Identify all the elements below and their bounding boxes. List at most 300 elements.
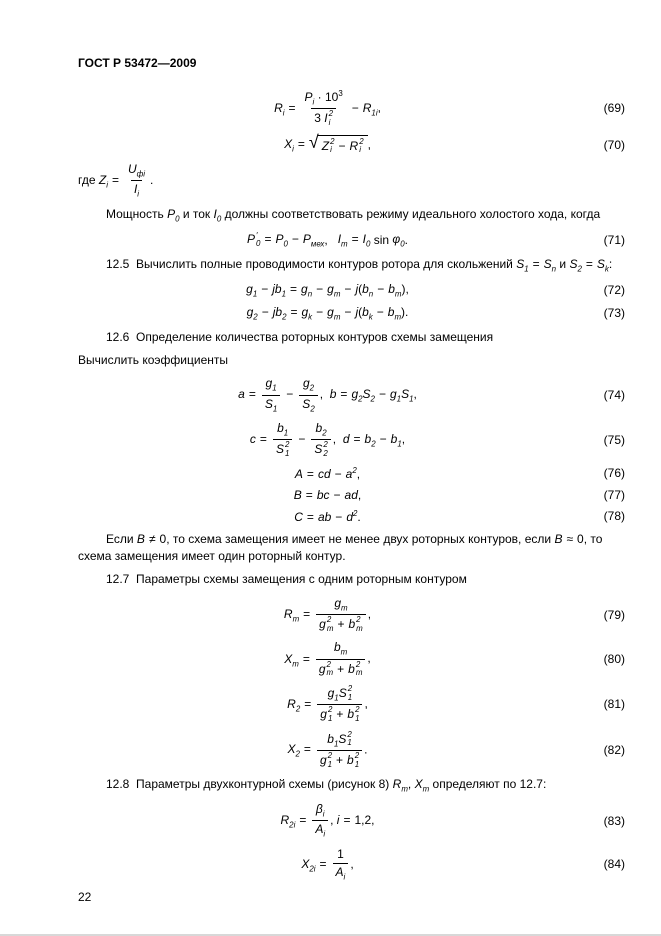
equation-number: (69) bbox=[603, 101, 625, 116]
math-token: + bbox=[337, 661, 345, 676]
equation-row bbox=[78, 847, 625, 882]
math-token: , bbox=[407, 777, 415, 792]
math-token: − bbox=[379, 431, 387, 446]
subscript: 2i bbox=[309, 863, 316, 873]
math-token: = bbox=[303, 742, 311, 757]
math-token: i bbox=[336, 813, 340, 828]
equation-row bbox=[78, 421, 625, 459]
math-token: C bbox=[294, 509, 303, 524]
fraction bbox=[302, 89, 346, 128]
sup-sub-stack: 2 1 bbox=[327, 750, 333, 769]
subscript: i bbox=[323, 829, 326, 839]
math-token: $g_1$ bbox=[389, 387, 402, 404]
math-token: B bbox=[136, 531, 145, 546]
math-token: $X_m$ bbox=[284, 651, 299, 668]
subscript: i bbox=[282, 107, 285, 117]
math-token: = bbox=[306, 509, 314, 524]
subscript: 2 bbox=[253, 312, 258, 322]
math-token: . bbox=[150, 173, 154, 188]
fraction-denominator bbox=[299, 395, 317, 414]
sup-sub-stack: 2 2 bbox=[323, 440, 328, 458]
math-token: $S_k$ bbox=[596, 256, 609, 274]
equation-number: (71) bbox=[603, 233, 625, 248]
math-token: sin bbox=[370, 232, 393, 247]
math-token: $I_0$ bbox=[362, 232, 371, 249]
math-token: = bbox=[353, 431, 361, 446]
math-token: = bbox=[290, 305, 298, 320]
sup-sub-stack: 2 1 bbox=[354, 750, 360, 769]
math-token: = bbox=[304, 696, 312, 711]
math-token: . bbox=[364, 742, 368, 757]
subscript: 2 bbox=[309, 383, 315, 393]
fraction-numerator bbox=[324, 731, 355, 750]
math-token: = bbox=[290, 281, 298, 296]
superscript: 2 bbox=[353, 508, 358, 518]
sup-sub-stack: 2 1 bbox=[347, 729, 352, 748]
math-token: − bbox=[334, 466, 342, 481]
math-token: , bbox=[367, 651, 371, 666]
paragraph bbox=[78, 776, 625, 795]
math-token: $jb_1$ bbox=[272, 281, 287, 299]
equation-number: (83) bbox=[603, 813, 625, 828]
math-token: S 2 1 bbox=[275, 440, 290, 458]
subscript: i bbox=[322, 809, 325, 819]
subscript: m bbox=[341, 239, 348, 249]
math-token: $X_{2i}$ bbox=[301, 856, 316, 873]
math-token: − bbox=[261, 281, 269, 296]
math-token: определяют по 12.7: bbox=[429, 777, 547, 792]
paragraph bbox=[78, 329, 625, 346]
math-token: 12.5 Вычислить полные проводимости контуров ротора для скольжений bbox=[106, 256, 517, 271]
math-token: $Z_i$ bbox=[98, 173, 108, 190]
subscript: 1 bbox=[272, 383, 277, 393]
math-token: $A_i$ bbox=[335, 864, 346, 882]
math-token: $g_1$ bbox=[327, 686, 339, 703]
math-token: $b_m$ bbox=[387, 305, 402, 322]
equation bbox=[78, 596, 577, 634]
math-token: − bbox=[338, 138, 346, 153]
math-token: $X_m$ bbox=[414, 777, 430, 794]
subscript: n bbox=[551, 264, 557, 274]
math-token: $b_1$ bbox=[390, 431, 402, 449]
math-token: 12.7 Параметры схемы замещения с одним роторным контуром bbox=[106, 572, 467, 587]
equation-row bbox=[78, 685, 625, 724]
subscript: m bbox=[292, 658, 299, 668]
math-token: = bbox=[297, 137, 305, 152]
math-token: − bbox=[335, 509, 343, 524]
equation bbox=[78, 802, 577, 840]
math-token: S 2 1 bbox=[338, 684, 353, 702]
radicand bbox=[318, 135, 368, 155]
subscript: m bbox=[401, 784, 408, 794]
equation-row bbox=[78, 376, 625, 414]
math-token: $b_1$ bbox=[277, 420, 289, 438]
math-token: $g_2$ bbox=[246, 305, 258, 322]
math-token: $R_{2i}$ bbox=[280, 813, 296, 830]
fraction-denominator bbox=[312, 820, 328, 839]
subscript: 0 bbox=[175, 214, 180, 224]
subscript: m bbox=[422, 784, 430, 794]
fraction-denominator bbox=[317, 704, 362, 723]
subscript: n bbox=[368, 289, 374, 299]
math-token: ), bbox=[401, 281, 409, 296]
math-token: = bbox=[319, 856, 327, 871]
paragraph bbox=[78, 256, 625, 275]
fraction-denominator bbox=[131, 180, 142, 199]
math-token: − bbox=[316, 305, 324, 320]
math-token: = bbox=[585, 256, 593, 271]
math-token: $R_2$ bbox=[287, 696, 301, 714]
math-token: 0, то схема замещения имеет не менее двух роторных контуров, если bbox=[159, 531, 555, 546]
paragraph bbox=[78, 206, 625, 225]
math-token: ≈ bbox=[566, 531, 574, 546]
fraction-numerator bbox=[325, 685, 356, 704]
math-token: . bbox=[357, 509, 361, 524]
document-header: ГОСТ Р 53472—2009 bbox=[78, 56, 197, 70]
fraction bbox=[316, 640, 366, 678]
math-token: = bbox=[303, 606, 311, 621]
subscript: 1 bbox=[272, 404, 278, 414]
equation bbox=[78, 731, 577, 770]
math-token: cd bbox=[317, 466, 331, 481]
math-token: ab bbox=[317, 509, 332, 524]
math-token: Мощность bbox=[106, 206, 168, 221]
math-token: $S_2$ bbox=[362, 387, 375, 404]
math-token: R 2 i bbox=[349, 136, 364, 155]
math-token: = bbox=[340, 387, 348, 402]
equation-number: (81) bbox=[603, 697, 625, 712]
math-token: b 2 1 bbox=[347, 750, 360, 769]
math-token: − bbox=[376, 305, 384, 320]
math-token: = bbox=[259, 431, 267, 446]
math-token: $g_m$ bbox=[327, 281, 341, 299]
fraction-denominator bbox=[262, 395, 280, 414]
equation bbox=[78, 847, 577, 882]
math-token: $R_i$ bbox=[274, 100, 285, 117]
fraction bbox=[273, 421, 292, 459]
math-token: , bbox=[330, 813, 337, 828]
math-token: g 2 1 bbox=[319, 750, 333, 769]
math-token: S 2 1 bbox=[338, 729, 352, 748]
math-token: Если bbox=[106, 531, 137, 546]
subscript: i bbox=[137, 189, 140, 199]
math-token: = bbox=[248, 387, 256, 402]
fraction-denominator bbox=[273, 439, 292, 458]
math-token: g 2 1 bbox=[320, 705, 333, 724]
math-token: j bbox=[355, 281, 359, 296]
subscript: m bbox=[394, 312, 402, 322]
math-token: $a^2$ bbox=[345, 465, 357, 481]
paragraph bbox=[78, 352, 625, 369]
math-token: + bbox=[337, 616, 345, 631]
math-token: − bbox=[344, 305, 352, 320]
square-root bbox=[308, 131, 368, 155]
subscript: 2 bbox=[295, 704, 301, 714]
math-token: a bbox=[238, 387, 245, 402]
sup-sub-stack: 2 m bbox=[355, 659, 363, 678]
math-token: · $10^3$ bbox=[314, 89, 343, 104]
subscript: m bbox=[394, 289, 402, 299]
math-token: , bbox=[401, 431, 406, 446]
math-token: $b_2$ bbox=[364, 431, 376, 449]
fraction bbox=[262, 376, 280, 414]
math-token: $g_1$ bbox=[246, 281, 258, 299]
subscript: 1 bbox=[409, 394, 414, 404]
math-token: $R_m$ bbox=[392, 777, 408, 794]
page-number: 22 bbox=[78, 890, 92, 904]
paragraph bbox=[78, 531, 625, 566]
fraction-numerator bbox=[263, 376, 280, 394]
math-token: , bbox=[324, 232, 338, 247]
subscript: 2i bbox=[289, 820, 296, 830]
math-token: , bbox=[367, 137, 371, 152]
math-token: , bbox=[377, 100, 381, 115]
equation bbox=[78, 685, 577, 724]
equation bbox=[78, 89, 577, 128]
radical-sign: √ bbox=[308, 131, 319, 152]
math-token: : bbox=[608, 256, 613, 271]
subscript: m bbox=[340, 647, 348, 657]
equation-row bbox=[78, 731, 625, 770]
subscript: m bbox=[341, 603, 348, 613]
math-token: = bbox=[532, 256, 540, 271]
math-token: $b_n$ bbox=[362, 281, 374, 299]
math-token: и bbox=[556, 256, 570, 271]
sup-sub-stack: 2 i bbox=[330, 136, 335, 155]
math-token: $\varphi_0$ bbox=[392, 232, 405, 249]
math-token: $b_1$ bbox=[327, 731, 339, 748]
paragraph bbox=[78, 571, 625, 588]
math-token: d bbox=[342, 431, 350, 446]
equation-number: (72) bbox=[603, 283, 625, 297]
fraction bbox=[312, 802, 328, 840]
math-token: $g_2$ bbox=[302, 376, 315, 393]
math-token: 12.6 Определение количества роторных контуров схемы замещения bbox=[106, 329, 494, 344]
sup-sub-stack: 2 m bbox=[356, 615, 363, 633]
equation-row bbox=[78, 282, 625, 298]
equation-number: (80) bbox=[603, 652, 625, 667]
subscript: 1 bbox=[396, 394, 402, 404]
equation bbox=[78, 282, 577, 298]
equation-row bbox=[78, 640, 625, 678]
sup-sub-stack: 2 1 bbox=[347, 684, 353, 702]
equation bbox=[78, 376, 577, 414]
equation-row bbox=[78, 305, 625, 321]
fraction-numerator bbox=[313, 802, 328, 820]
math-token: $b_m$ bbox=[333, 640, 348, 657]
subscript: 2 bbox=[370, 394, 375, 404]
math-token: − bbox=[316, 281, 324, 296]
equation-row bbox=[78, 596, 625, 634]
fraction-denominator bbox=[333, 863, 349, 882]
math-token: ( bbox=[358, 281, 363, 296]
math-token: j bbox=[355, 305, 359, 320]
math-token: $U_{фi}$ bbox=[127, 162, 146, 179]
subscript: i bbox=[343, 872, 346, 882]
equation bbox=[78, 640, 577, 678]
equation-row bbox=[78, 802, 625, 840]
superscript: 2 bbox=[352, 465, 357, 475]
math-token: c bbox=[249, 431, 256, 446]
subscript: 2 bbox=[371, 439, 376, 449]
math-token: I 2 i bbox=[324, 109, 334, 127]
equation bbox=[78, 305, 577, 321]
fraction bbox=[333, 847, 349, 882]
equation-number: (77) bbox=[603, 487, 625, 502]
math-token: $I_i$ bbox=[133, 182, 140, 199]
math-token: ). bbox=[401, 305, 409, 320]
math-token: B bbox=[554, 531, 563, 546]
equation bbox=[78, 466, 577, 481]
math-token: bc bbox=[316, 487, 330, 502]
subscript: 2 bbox=[322, 428, 327, 438]
math-token: = bbox=[343, 813, 351, 828]
equation-number: (70) bbox=[603, 137, 625, 152]
math-token: b 2 1 bbox=[347, 705, 360, 724]
equation bbox=[78, 509, 577, 524]
math-token: S 2 2 bbox=[314, 440, 328, 458]
equation-row bbox=[78, 466, 625, 481]
subscript: 1i bbox=[371, 107, 378, 117]
math-token: g 2 m bbox=[319, 615, 334, 633]
math-token: $S_2$ bbox=[302, 396, 315, 414]
subscript: 0 bbox=[400, 239, 405, 249]
math-token: − bbox=[261, 305, 269, 320]
sup-sub-stack: 2 m bbox=[326, 659, 334, 678]
subscript: 2 bbox=[282, 312, 287, 322]
fraction-numerator bbox=[274, 421, 291, 439]
math-token: , bbox=[350, 856, 354, 871]
equation-number: (74) bbox=[603, 388, 625, 403]
math-token: = bbox=[305, 487, 313, 502]
fraction bbox=[317, 731, 362, 770]
math-token: b 2 m bbox=[348, 615, 363, 633]
fraction-denominator bbox=[316, 614, 366, 633]
math-token: и ток bbox=[179, 206, 214, 221]
subscript: 1 bbox=[334, 693, 339, 703]
math-token: − bbox=[377, 281, 385, 296]
subscript: m bbox=[333, 289, 341, 299]
subscript: i bbox=[292, 144, 294, 154]
math-token: − bbox=[344, 281, 352, 296]
math-token: − bbox=[286, 387, 294, 402]
math-token: $X_i$ bbox=[284, 137, 294, 154]
math-token: + bbox=[336, 707, 344, 722]
subscript: 1 bbox=[333, 739, 339, 748]
math-token: $\beta_i$ bbox=[315, 802, 325, 819]
math-token: − bbox=[351, 100, 359, 115]
fraction-denominator bbox=[317, 750, 362, 769]
math-token: Z 2 i bbox=[321, 136, 335, 155]
subscript: 0 bbox=[365, 239, 371, 249]
equation-number: (82) bbox=[603, 743, 625, 758]
paragraph bbox=[78, 162, 625, 200]
equation-row bbox=[78, 488, 625, 502]
equation-number: (79) bbox=[603, 607, 625, 622]
equation bbox=[78, 488, 577, 502]
math-token: = bbox=[264, 232, 272, 247]
subscript: m bbox=[292, 614, 300, 624]
math-token: ( bbox=[358, 305, 363, 320]
subscript: 2 bbox=[310, 404, 315, 414]
fraction-denominator bbox=[316, 659, 366, 678]
subscript: k bbox=[368, 312, 373, 322]
subscript: m bbox=[333, 312, 341, 322]
math-token: g 2 m bbox=[318, 659, 334, 678]
math-token: $X_2$ bbox=[287, 742, 300, 759]
equation-number: (75) bbox=[603, 432, 625, 447]
math-token: b 2 m bbox=[348, 659, 363, 678]
math-token: $R_m$ bbox=[283, 606, 300, 624]
equation-number: (73) bbox=[603, 306, 625, 321]
fraction-numerator bbox=[313, 421, 330, 439]
equation-number: (84) bbox=[603, 857, 625, 872]
fraction-numerator bbox=[334, 847, 347, 863]
math-token: 12.8 Параметры двухконтурной схемы (рисунок 8) bbox=[106, 777, 393, 792]
math-token: $S_n$ bbox=[543, 256, 557, 274]
math-token: $g_n$ bbox=[301, 281, 313, 299]
sup-sub-stack: ′ 0 bbox=[256, 230, 261, 249]
math-token: Вычислить коэффициенты bbox=[78, 352, 228, 367]
math-token: 3 bbox=[314, 111, 325, 126]
document-body bbox=[78, 82, 625, 890]
math-token: B bbox=[293, 487, 302, 502]
equation-number: (76) bbox=[603, 466, 625, 481]
math-token: = bbox=[288, 100, 296, 115]
fraction bbox=[299, 376, 317, 414]
fraction-numerator bbox=[125, 162, 148, 180]
subscript: 1 bbox=[281, 289, 287, 299]
math-token: , bbox=[356, 466, 361, 481]
math-token: − bbox=[298, 431, 306, 446]
math-token: $b_2$ bbox=[315, 420, 327, 438]
sup-sub-stack: 2 1 bbox=[355, 705, 360, 724]
math-token: ≠ bbox=[148, 531, 156, 546]
math-token: $A_i$ bbox=[315, 822, 326, 839]
math-token: $g_m$ bbox=[334, 595, 348, 613]
math-token: ad bbox=[344, 487, 358, 502]
math-token: + bbox=[336, 752, 344, 767]
math-token: $g_1$ bbox=[265, 376, 277, 393]
math-token: $g_k$ bbox=[301, 305, 313, 322]
subscript: i bbox=[312, 97, 315, 107]
math-token: , bbox=[364, 696, 368, 711]
math-token: $b_m$ bbox=[388, 281, 402, 299]
subscript: k bbox=[308, 312, 313, 322]
subscript: i bbox=[106, 180, 108, 190]
fraction bbox=[317, 685, 362, 724]
math-token: 1,2, bbox=[354, 813, 375, 828]
math-token: = bbox=[351, 232, 359, 247]
fraction-denominator bbox=[311, 108, 336, 127]
math-token: − bbox=[333, 487, 341, 502]
math-token: P ′ 0 bbox=[247, 230, 261, 249]
sup-sub-stack: 2 i bbox=[328, 109, 334, 127]
math-token: A bbox=[294, 466, 303, 481]
math-token: , bbox=[332, 431, 343, 446]
fraction-numerator bbox=[331, 596, 350, 614]
fraction bbox=[125, 162, 148, 200]
math-token: , bbox=[319, 387, 330, 402]
equation-row bbox=[78, 232, 625, 249]
math-token: 1 bbox=[337, 846, 344, 861]
math-token: , bbox=[413, 387, 417, 402]
math-token: $b_k$ bbox=[362, 305, 373, 322]
math-token: , bbox=[357, 487, 362, 502]
math-token: $P_0$ bbox=[275, 232, 288, 249]
subscript: 1 bbox=[283, 428, 289, 438]
math-token: , bbox=[367, 606, 372, 621]
